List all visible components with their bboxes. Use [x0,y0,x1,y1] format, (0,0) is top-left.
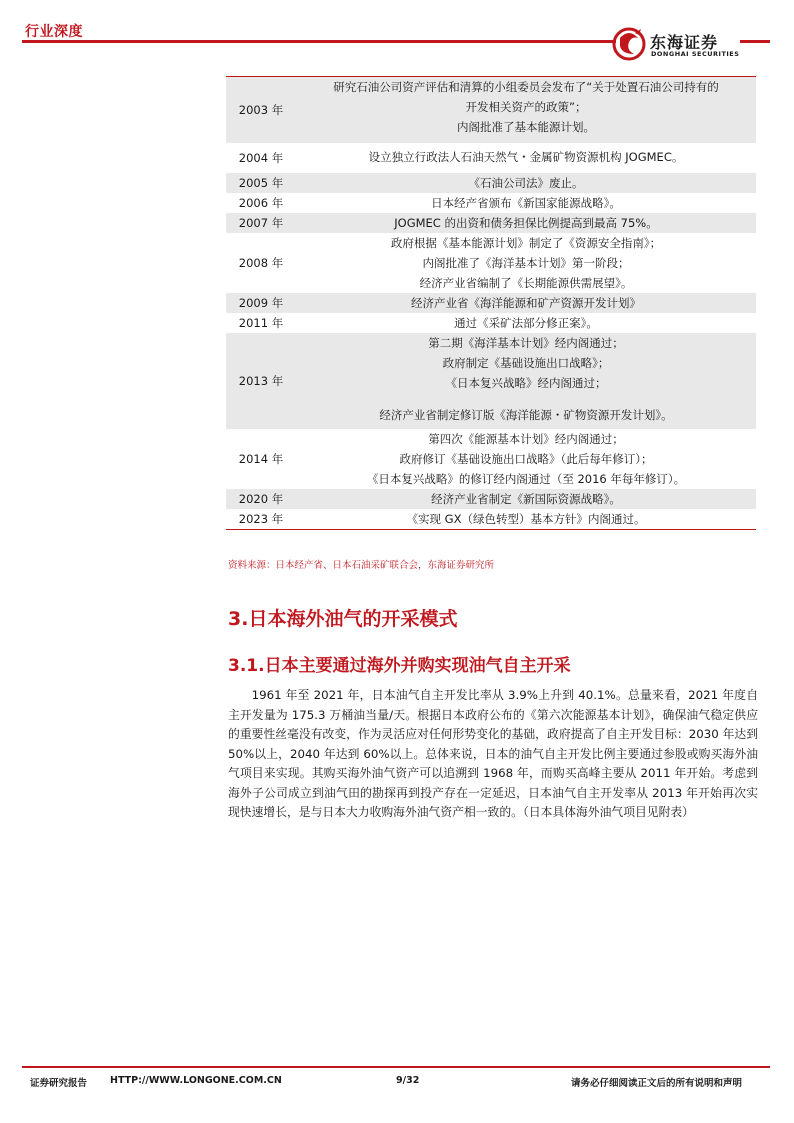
body-paragraph: 1961 年至 2021 年，日本油气自主开发比率从 3.9%上升到 40.1%。总量来看，2021 年度自主开发量为 175.3 万桶油当量/天。根据日本政府公布的《第六次能源基本计划》，确保油气稳定供应的重要性丝毫没有改变，作为灵活应对任何形势变化的基础，政府提高了自主开发目标：2030 年达到 50%以上，2040 年达到 60%以上。总体来说，日本的油气自主开发比例主要通过参股或购买海外油气项目来实现。其购买海外油气资产可以追溯到 1968 年，而购买高峰主要从 2011 年开始。考虑到海外子公司成立到油气田的勘探再到投产存在一定延迟，日本油气自主开发率从 2013 年开始再次实现快速增长，是与日本大力收购海外油气资产相一致的。（日本具体海外油气项目见附表） [228,688,758,819]
timeline-row [226,489,756,509]
timeline-event-line: 开发相关资产的政策”； [465,100,587,114]
timeline-events [296,143,756,173]
timeline-row [226,293,756,313]
timeline-event-line: 经济产业省编制了《长期能源供需展望》。 [419,276,633,290]
header-rule-right [740,40,770,43]
timeline-events [296,333,756,429]
timeline-events [296,213,756,233]
timeline-event-line: JOGMEC 的出资和债务担保比例提高到最高 75%。 [394,216,658,230]
timeline-year: 2006 年 [238,196,284,210]
footer-rule [22,1066,770,1068]
timeline-row [226,313,756,333]
timeline-year: 2007 年 [226,213,296,233]
timeline-event-line: 《日本复兴战略》经内阁通过； [445,376,607,390]
timeline-row [226,429,756,489]
timeline-events [296,293,756,313]
timeline-events [296,77,756,144]
subsection-heading: 3.1.日本主要通过海外并购实现油气自主开采 [228,656,571,676]
timeline-row [226,193,756,213]
timeline-row [226,233,756,293]
timeline-row [226,213,756,233]
timeline-events [296,233,756,293]
timeline-year: 2020 年 [226,489,296,509]
timeline-row [226,333,756,429]
timeline-year: 2023 年 [226,509,296,530]
timeline-event-line: 政府根据《基本能源计划》制定了《资源安全指南》； [390,236,662,250]
timeline-events [296,429,756,489]
timeline-event-line: 经济产业省制定修订版《海洋能源・矿物资源开发计划》。 [379,408,673,422]
timeline-event-line: 政府修订《基础设施出口战略》（此后每年修订）； [399,452,653,466]
timeline-year: 2013 年 [226,333,296,429]
company-logo [610,24,744,64]
timeline-event-line: 《实现 GX（绿色转型）基本方针》内阁通过。 [406,512,646,526]
logo-english-name: DONGHAI SECURITIES [651,50,740,58]
footer-website-link[interactable]: HTTP://WWW.LONGONE.COM.CN [110,1075,282,1086]
timeline-year: 2009 年 [226,293,296,313]
header-section-title: 行业深度 [25,24,83,40]
timeline-event-line: 第二期《海洋基本计划》经内阁通过； [428,336,624,350]
timeline-events [296,173,756,193]
section-heading: 3.日本海外油气的开采模式 [228,608,458,630]
timeline-year: 2004 年 [238,151,284,165]
timeline-event-line: 内阁批准了《海洋基本计划》第一阶段； [422,256,630,270]
timeline-row [226,77,756,144]
timeline-event-line: 设立独立行政法人石油天然气・金属矿物资源机构 JOGMEC。 [368,150,684,164]
footer-disclaimer: 请务必仔细阅读正文后的所有说明和声明 [571,1078,743,1089]
timeline-event-line: 经济产业省制定《新国际资源战略》。 [431,492,621,506]
timeline-row [226,173,756,193]
timeline-year: 2011 年 [238,316,284,330]
timeline-row [226,509,756,530]
timeline-year: 2008 年 [238,256,284,270]
timeline-events [296,509,756,530]
timeline-event-line: 《石油公司法》废止。 [468,176,584,190]
footer-page-number: 9/32 [396,1075,420,1086]
source-note: 资料来源：日本经产省、日本石油采矿联合会，东海证券研究所 [228,560,495,571]
footer-report-type: 证券研究报告 [30,1078,88,1089]
timeline-events [296,313,756,333]
timeline-event-line: 通过《采矿法部分修正案》。 [454,316,598,330]
timeline-event-line: 《日本复兴战略》的修订经内阁通过（至 2016 年每年修订）。 [366,472,686,486]
timeline-event-line: 日本经产省颁布《新国家能源战略》。 [431,196,621,210]
header-rule [22,40,616,43]
dragon-emblem-icon [610,24,648,64]
timeline-event-line: 政府制定《基础设施出口战略》； [442,356,610,370]
timeline-row [226,143,756,173]
policy-timeline-table [226,76,756,530]
timeline-events [296,489,756,509]
timeline-events [296,193,756,213]
logo-chinese-name: 东海证券 [650,33,719,52]
timeline-year: 2005 年 [226,173,296,193]
timeline-event-line [296,393,756,405]
timeline-event-line: 第四次《能源基本计划》经内阁通过； [428,432,624,446]
timeline-event-line: 经济产业省《海洋能源和矿产资源开发计划》 [411,296,641,310]
timeline-event-line: 研究石油公司资产评估和清算的小组委员会发布了“关于处置石油公司持有的 [333,80,719,94]
timeline-year: 2003 年 [226,77,296,144]
timeline-year: 2014 年 [238,452,284,466]
timeline-event-line: 内阁批准了基本能源计划。 [457,120,595,134]
